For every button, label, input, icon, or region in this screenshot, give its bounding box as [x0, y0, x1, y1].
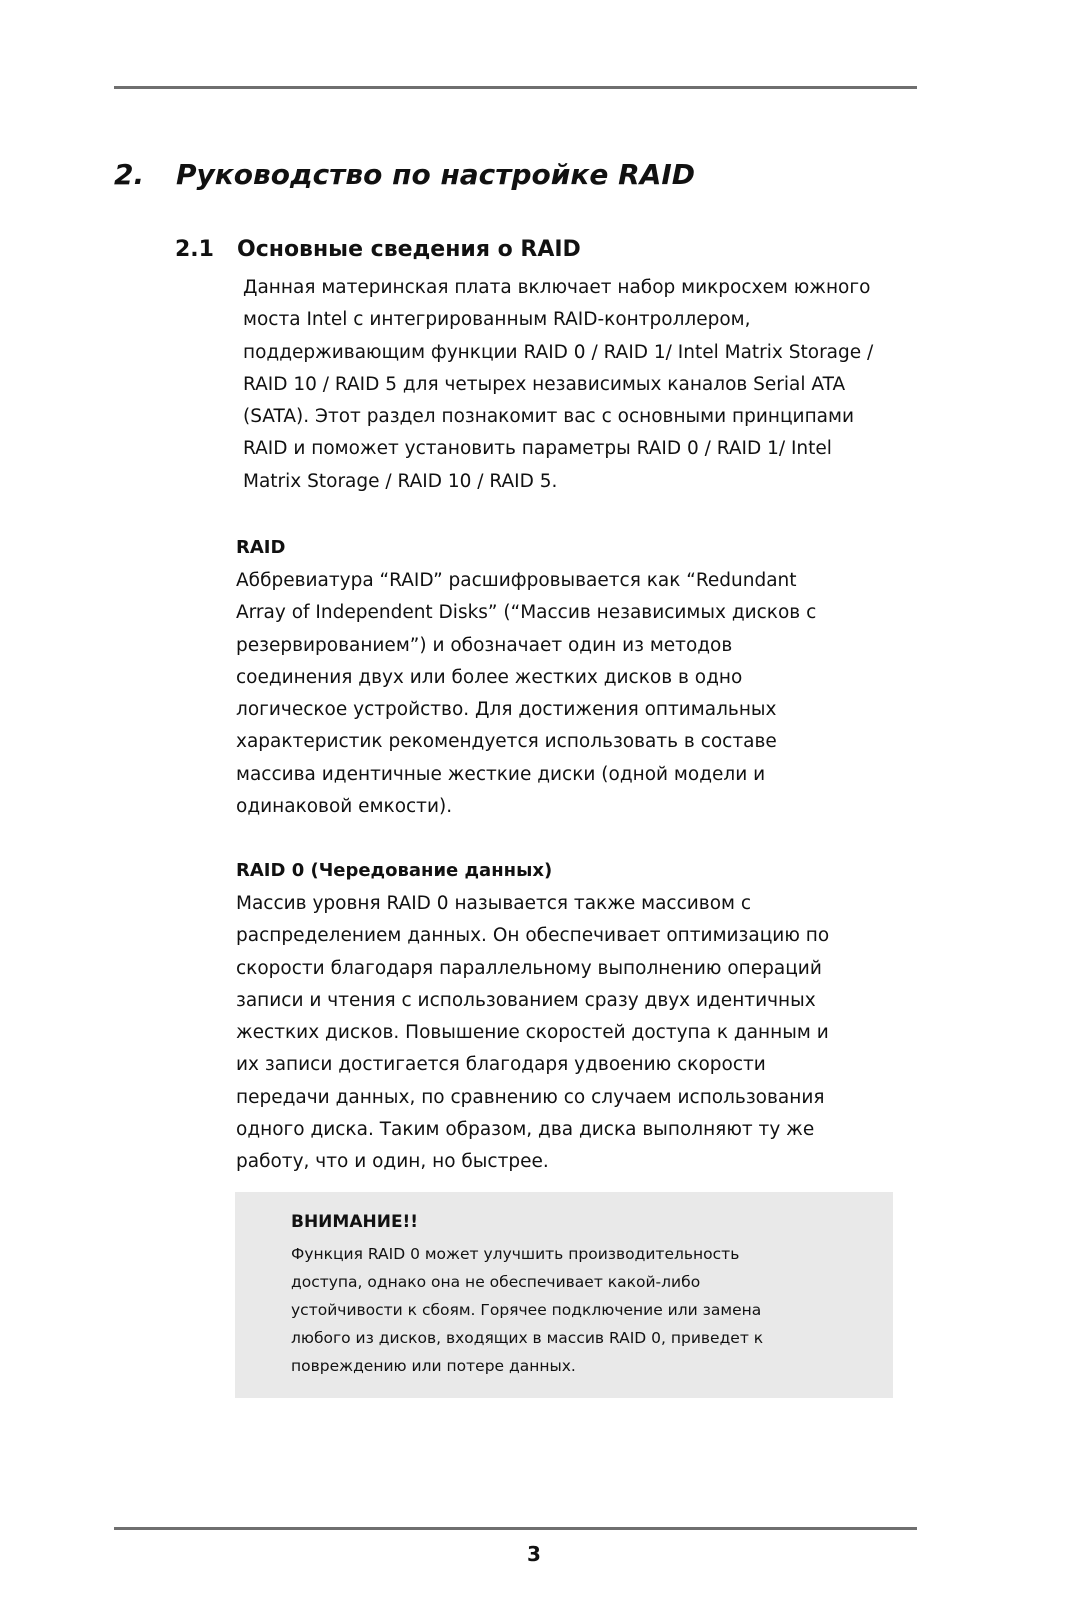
footer-rule — [114, 1527, 917, 1530]
intro-line: (SATA). Этот раздел познакомит вас с основными принципами — [243, 406, 854, 428]
section-number: 2.1 — [175, 237, 214, 262]
intro-paragraph — [243, 272, 873, 498]
raid-line: одинаковой емкости). — [236, 796, 453, 818]
intro-line: Данная материнская плата включает набор микросхем южного — [243, 277, 871, 298]
raid-paragraph — [236, 565, 816, 823]
warning-line: повреждению или потере данных. — [291, 1357, 576, 1375]
raid0-line: Массив уровня RAID 0 называется также массивом с — [236, 893, 752, 914]
intro-line: RAID 10 / RAID 5 для четырех независимых каналов Serial ATA — [243, 373, 846, 395]
header-rule — [114, 86, 917, 89]
chapter-title — [114, 158, 695, 191]
intro-line: поддерживающим функции RAID 0 / RAID 1/ Intel Matrix Storage / — [243, 341, 874, 363]
raid-line: логическое устройство. Для достижения оптимальных — [236, 699, 777, 721]
raid0-line: жестких дисков. Повышение скоростей доступа к данным и — [236, 1022, 829, 1044]
raid-line: массива идентичные жесткие диски (одной модели и — [236, 763, 766, 785]
intro-line: Matrix Storage / RAID 10 / RAID 5. — [243, 470, 558, 492]
warning-line: любого из дисков, входящих в массив RAID 0, приведет к — [291, 1329, 764, 1347]
raid-line: характеристик рекомендуется использовать в составе — [236, 731, 777, 753]
warning-line: доступа, однако она не обеспечивает какой-либо — [291, 1273, 701, 1291]
page-number: 3 — [527, 1542, 541, 1566]
chapter-number: 2. — [114, 158, 145, 191]
raid-line: Аббревиатура “RAID” расшифровывается как “Redundant — [236, 570, 797, 591]
raid-line: Array of Independent Disks” (“Массив независимых дисков с — [236, 602, 817, 624]
chapter-title-text: Руководство по настройке RAID — [176, 158, 696, 191]
raid-heading: RAID — [236, 537, 286, 558]
warning-note-box — [235, 1192, 893, 1398]
raid0-line: работу, что и один, но быстрее. — [236, 1151, 549, 1173]
section-title — [175, 237, 581, 262]
raid0-line: записи и чтения с использованием сразу двух идентичных — [236, 989, 816, 1011]
raid-line: соединения двух или более жестких дисков в одно — [236, 666, 743, 688]
raid0-heading: RAID 0 (Чередование данных) — [236, 860, 553, 881]
raid0-line: распределением данных. Он обеспечивает оптимизацию по — [236, 925, 830, 947]
warning-title: ВНИМАНИЕ!! — [291, 1212, 419, 1232]
raid-line: резервированием”) и обозначает один из методов — [236, 634, 733, 656]
intro-line: RAID и поможет установить параметры RAID 0 / RAID 1/ Intel — [243, 438, 832, 460]
raid0-line: одного диска. Таким образом, два диска выполняют ту же — [236, 1119, 815, 1141]
raid0-paragraph — [236, 888, 829, 1179]
raid0-line: их записи достигается благодаря удвоению скорости — [236, 1054, 766, 1076]
warning-line: Функция RAID 0 может улучшить производительность — [291, 1245, 740, 1263]
raid0-line: передачи данных, по сравнению со случаем использования — [236, 1086, 825, 1108]
warning-text — [291, 1240, 763, 1380]
warning-line: устойчивости к сбоям. Горячее подключение или замена — [291, 1301, 762, 1319]
raid0-line: скорости благодаря параллельному выполнению операций — [236, 957, 822, 979]
section-title-text: Основные сведения о RAID — [237, 237, 581, 262]
intro-line: моста Intel с интегрированным RAID-контроллером, — [243, 309, 751, 331]
